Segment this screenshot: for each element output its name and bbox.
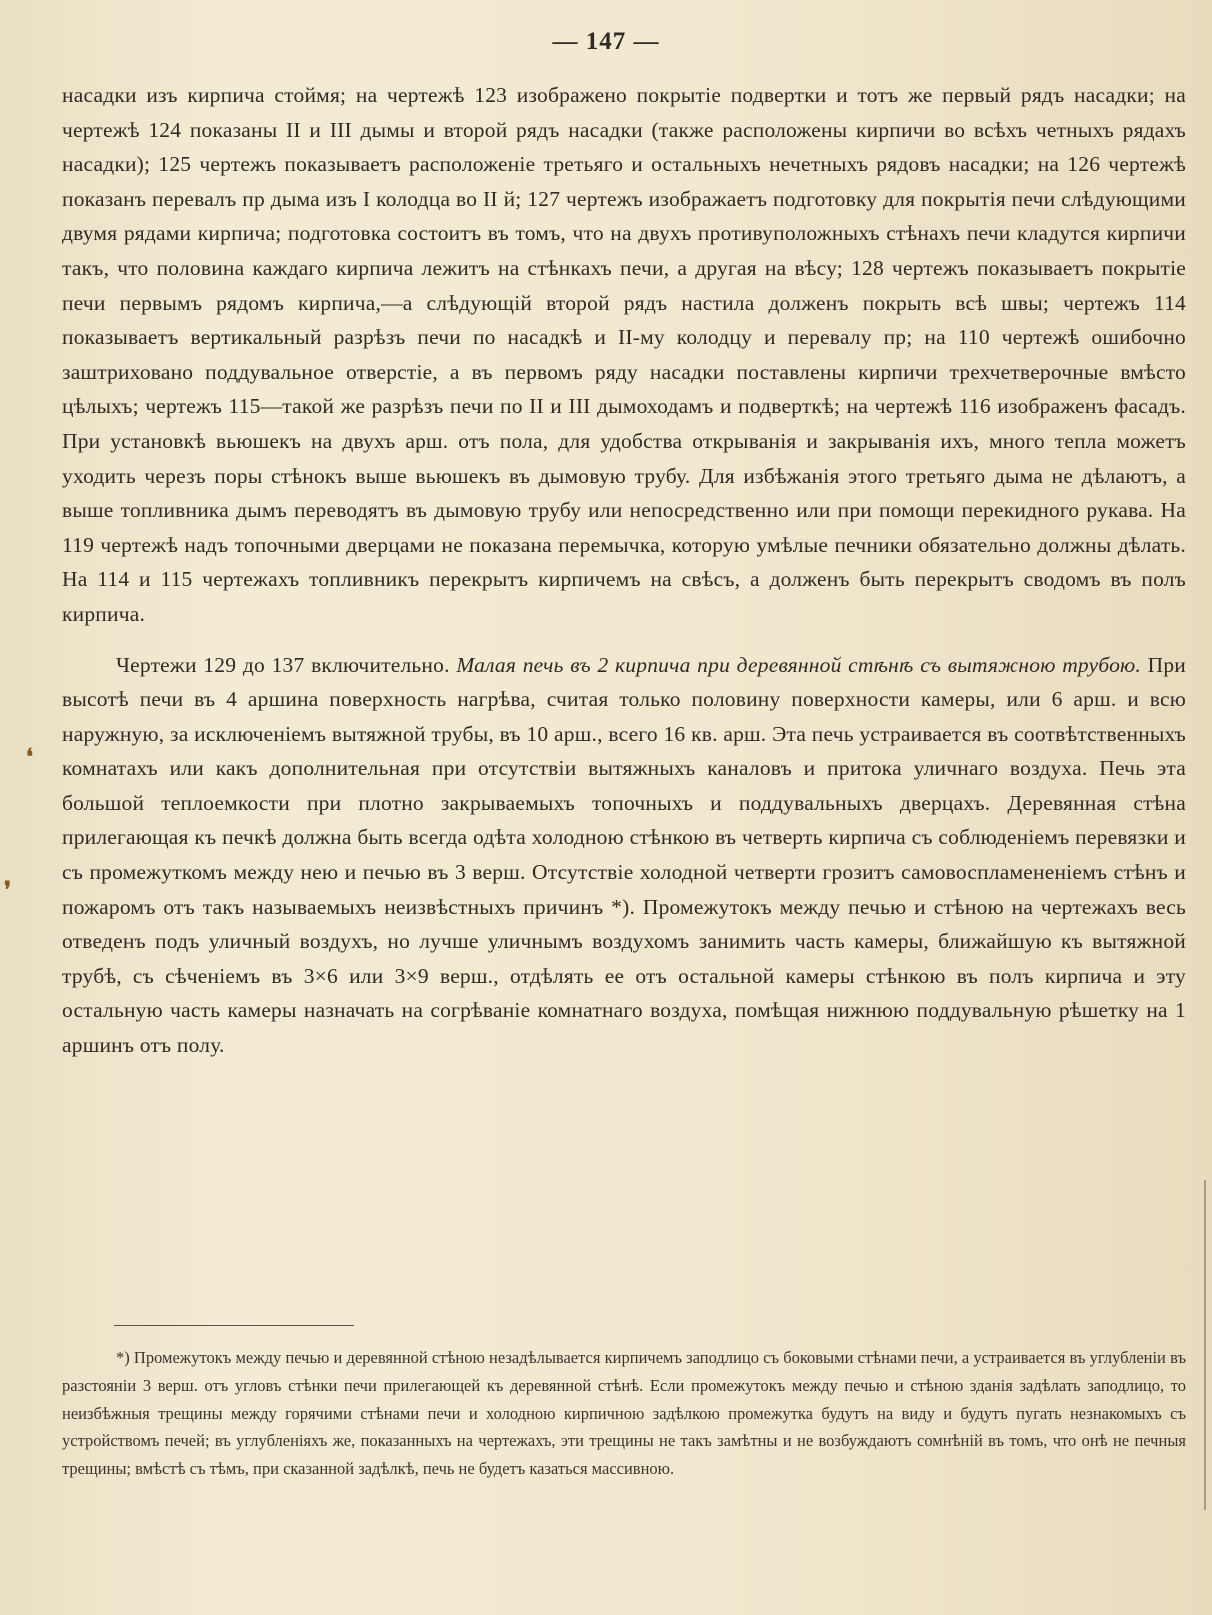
margin-mark-icon: ❛ [26, 744, 34, 769]
page-number: — 147 — [552, 28, 660, 55]
main-text [62, 78, 1186, 1063]
footnote: *) Промежутокъ между печью и деревянной стѣною незадѣлывается кирпичемъ заподлицо съ боковыми стѣнами печи, а устраивается въ углубленіи въ разстояніи 3 верш. отъ угловъ стѣнки печи прилегающей къ деревянной стѣнѣ. Если промежутокъ между печью и стѣною зданія задѣлать заподлицо, то неизбѣжныя трещины между горячими стѣнами печи и холодною кирпичною задѣлкою промежутка будутъ на виду и будутъ пугать незнакомыхъ съ устройствомъ печей; въ углубленіяхъ же, показанныхъ на чертежахъ, эти трещины не такъ замѣтны и не возбуждаютъ сомнѣній въ томъ, что онѣ не печныя трещины; вмѣстѣ съ тѣмъ, при сказанной задѣлкѣ, печь не будетъ казаться массивною. [62, 1348, 1186, 1479]
paragraph-continued: насадки изъ кирпича стоймя; на чертежѣ 123 изображено покрытіе подвертки и тотъ же первый рядъ насадки; на чертежѣ 124 показаны II и III дымы и второй рядъ насадки (также расположены кирпичи во всѣхъ четныхъ рядахъ насадки); 125 чертежъ показываетъ расположеніе третьяго и остальныхъ нечетныхъ рядовъ насадки; на 126 чертежѣ показанъ перевалъ пр дыма изъ I колодца во II й; 127 чертежъ изображаетъ подготовку для покрытія печи слѣдующими двумя рядами кирпича; подготовка состоитъ въ томъ, что на двухъ противуположныхъ стѣнахъ печи кладутся кирпичи такъ, что половина каждаго кирпича лежитъ на стѣнкахъ печи, а другая на вѣсу; 128 чертежъ показываетъ покрытіе печи первымъ рядомъ кирпича,—а слѣдующій второй рядъ настила долженъ покрыть всѣ швы; чертежъ 114 показываетъ вертикальный разрѣзъ печи по насадкѣ и II-му колодцу и перевалу пр; на 110 чертежѣ ошибочно заштриховано поддувальное отверстіе, а въ первомъ ряду насадки поставлены кирпичи трехчетверочные вмѣсто цѣлыхъ; чертежъ 115—такой же разрѣзъ печи по II и III дымоходамъ и подверткѣ; на чертежѣ 116 изображенъ фасадъ. При установкѣ вьюшекъ на двухъ арш. отъ пола, для удобства открыванія и закрыванія ихъ, много тепла можетъ уходить черезъ поры стѣнокъ выше вьюшекъ въ дымовую трубу. Для избѣжанія этого третьяго дыма не дѣлаютъ, а выше топливника дымъ переводятъ въ дымовую трубу или непосредственно или при помощи перекидного рукава. На 119 чертежѣ надъ топочными дверцами не показана перемычка, которую умѣлые печники обязательно должны дѣлать. На 114 и 115 чертежахъ топливникъ перекрытъ кирпичемъ на свѣсъ, а долженъ быть перекрытъ сводомъ въ полъ кирпича. [62, 83, 1186, 626]
paragraph-body: При высотѣ печи въ 4 аршина поверхность нагрѣва, считая только половину поверхности камеры, или 6 арш. и всю наружную, за исключеніемъ вытяжной трубы, въ 10 арш., всего 16 кв. арш. Эта печь устраивается въ соотвѣтственныхъ комнатахъ или какъ дополнительная при отсутствіи вытяжныхъ каналовъ и притока уличнаго воздуха. Печь эта большой теплоемкости при плотно закрываемыхъ топочныхъ и поддувальныхъ дверцахъ. Деревянная стѣна прилегающая къ печкѣ должна быть всегда одѣта холодною стѣнкою въ четверть кирпича съ соблюденіемъ перевязки и съ промежуткомъ между нею и печью въ 3 верш. Отсутствіе холодной четверти грозитъ самовоспламененіемъ стѣнъ и пожаромъ отъ такъ называемыхъ неизвѣстныхъ причинъ *). Промежутокъ между печью и стѣною на чертежахъ весь отведенъ подъ уличный воздухъ, но лучше уличнымъ воздухомъ занимить часть камеры, ближайшую къ вытяжной трубѣ, съ сѣченіемъ въ 3×6 или 3×9 верш., отдѣлять ее отъ остальной камеры стѣнкою въ полъ кирпича и эту остальную часть камеры назначать на согрѣваніе комнатнаго воздуха, помѣщая нижнюю поддувальную рѣшетку на 1 аршинъ отъ полу. [62, 652, 1186, 1058]
paragraph-lead: Чертежи 129 до 137 включительно. [116, 652, 457, 677]
paragraph-stove-description [62, 648, 1186, 1063]
margin-mark-icon: ❜ [4, 877, 12, 902]
footnote-divider [114, 1325, 354, 1326]
section-title-italic: Малая печь въ 2 кирпича при деревянной стѣнѣ съ вытяжною трубою. [456, 652, 1141, 677]
page-edge-shadow [1204, 1180, 1206, 1510]
